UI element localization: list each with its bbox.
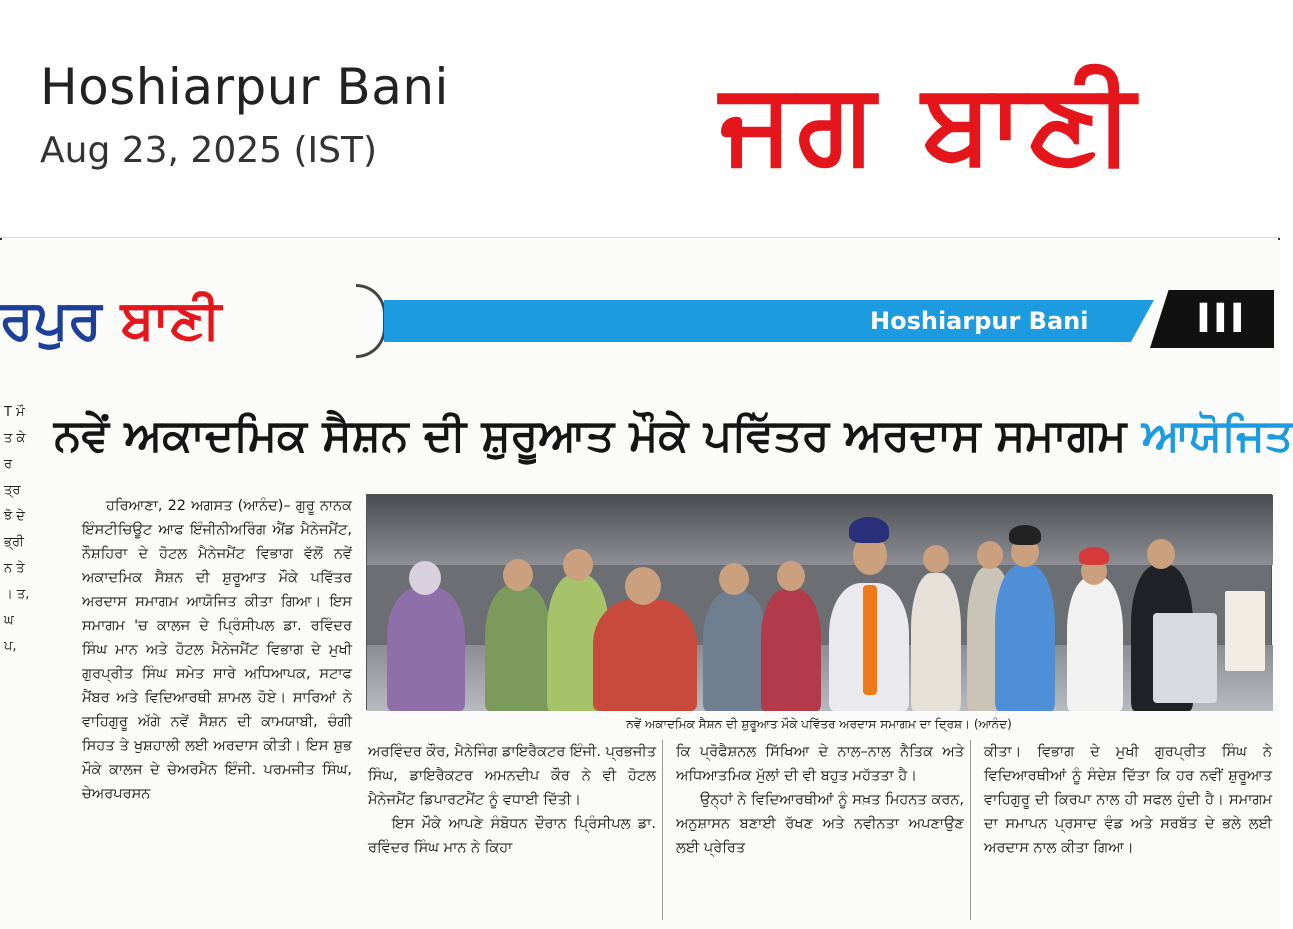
photo-head [923, 545, 949, 573]
photo-person [761, 589, 821, 711]
edition-date: Aug 23, 2025 (IST) [40, 130, 378, 171]
photo-head [777, 561, 805, 591]
photo-head [503, 559, 533, 591]
headline-accent: ਆਯੋਜਿਤ [1141, 410, 1293, 461]
section-logo-right: ਬਾਣੀ [120, 288, 222, 351]
article-paragraph: ਅਰਵਿੰਦਰ ਕੌਰ, ਮੈਨੇਜਿੰਗ ਡਾਇਰੈਕਟਰ ਇੰਜੀ. ਪ੍ਰਭਜੀਤ ਸਿੰਘ, ਡਾਇਰੈਕਟਰ ਅਮਨਦੀਪ ਕੌਰ ਨੇ ਵੀ ਹੋਟਲ ਮੈਨੇਜਮੈਂਟ ਡਿਪਾਰਟਮੈਂਟ ਨੂੰ ਵਧਾਈ ਦਿੱਤੀ। [368, 744, 656, 808]
photo-head [625, 567, 661, 605]
photo-person [387, 587, 465, 711]
photo-head [563, 549, 593, 581]
article-paragraph: ਇਸ ਮੌਕੇ ਆਪਣੇ ਸੰਬੋਧਨ ਦੌਰਾਨ ਪ੍ਰਿੰਸੀਪਲ ਡਾ. ਰਵਿੰਦਰ ਸਿੰਘ ਮਾਨ ਨੇ ਕਿਹਾ [368, 816, 656, 856]
column-rule [970, 740, 971, 920]
photo-turban [1079, 547, 1109, 565]
photo-caption: ਨਵੇਂ ਅਕਾਦਮਿਕ ਸੈਸ਼ਨ ਦੀ ਸ਼ੁਰੂਆਤ ਮੌਕੇ ਪਵਿੱਤਰ ਅਰਦਾਸ ਸਮਾਗਮ ਦਾ ਦ੍ਰਿਸ਼। (ਆਨੰਦ) [626, 717, 1012, 731]
adjacent-column-fragment: T ਮੌ ਤ ਕੇ ਰ ਤ੍ਰ ਝੋ ਦੇ ਭ੍ਰੀ ਨ ਤੇ । ਤ, ਘ ਪ, [4, 405, 30, 654]
article-photo [366, 494, 1272, 710]
masthead-logo: ਜਗ ਬਾਣੀ [720, 58, 1139, 188]
photo-artwork [1153, 613, 1217, 703]
photo-turban [1009, 525, 1041, 545]
headline-main: ਨਵੇਂ ਅਕਾਦਮਿਕ ਸੈਸ਼ਨ ਦੀ ਸ਼ੁਰੂਆਤ ਮੌਕੇ ਪਵਿੱਤਰ ਅਰਦਾਸ ਸਮਾਗਮ [54, 410, 1127, 461]
section-logo [0, 288, 392, 352]
article-column-1 [82, 494, 352, 924]
article-paragraph: ਉਨ੍ਹਾਂ ਨੇ ਵਿਦਿਆਰਥੀਆਂ ਨੂੰ ਸਖ਼ਤ ਮਿਹਨਤ ਕਰਨ, ਅਨੁਸ਼ਾਸਨ ਬਣਾਈ ਰੱਖਣ ਅਤੇ ਨਵੀਨਤਾ ਅਪਣਾਉਣ ਲਈ ਪ੍ਰੇਰਿਤ [676, 792, 964, 856]
article-column-2 [368, 740, 656, 926]
article-paragraph: ਕੀਤਾ। ਵਿਭਾਗ ਦੇ ਮੁਖੀ ਗੁਰਪ੍ਰੀਤ ਸਿੰਘ ਨੇ ਵਿਦਿਆਰਥੀਆਂ ਨੂੰ ਸੰਦੇਸ਼ ਦਿੱਤਾ ਕਿ ਹਰ ਨਵੀਂ ਸ਼ੁਰੂਆਤ ਵਾਹਿਗੁਰੂ ਦੀ ਕਿਰਪਾ ਨਾਲ ਹੀ ਸਫਲ ਹੁੰਦੀ ਹੈ। ਸਮਾਗਮ ਦਾ ਸਮਾਪਨ ਪ੍ਰਸਾਦ ਵੰਡ ਅਤੇ ਸਰਬੱਤ ਦੇ ਭਲੇ ਲਈ ਅਰਦਾਸ ਨਾਲ ਕੀਤਾ ਗਿਆ। [984, 744, 1272, 856]
column-rule [662, 740, 663, 920]
article-paragraph: ਕਿ ਪ੍ਰੋਫੈਸ਼ਨਲ ਸਿੱਖਿਆ ਦੇ ਨਾਲ–ਨਾਲ ਨੈਤਿਕ ਅਤੇ ਅਧਿਆਤਮਿਕ ਮੁੱਲਾਂ ਦੀ ਵੀ ਬਹੁਤ ਮਹੱਤਤਾ ਹੈ। [676, 744, 964, 784]
band-label: Hoshiarpur Bani [870, 307, 1089, 335]
section-band [0, 288, 1280, 352]
photo-person [593, 599, 697, 711]
section-logo-left: ਰਪੁਰ [0, 288, 102, 351]
photo-person [703, 591, 767, 711]
photo-head [977, 541, 1003, 569]
photo-person [1067, 577, 1123, 711]
photo-turban [849, 517, 889, 543]
article-headline [54, 400, 1293, 472]
photo-person [911, 573, 961, 711]
photo-person [995, 565, 1055, 711]
article-paragraph: ਹਰਿਆਣਾ, 22 ਅਗਸਤ (ਆਨੰਦ)– ਗੁਰੂ ਨਾਨਕ ਇੰਸਟੀਚਿਊਟ ਆਫ ਇੰਜੀਨੀਅਰਿੰਗ ਐਂਡ ਮੈਨੇਜਮੈਂਟ, ਨੌਸ਼ਹਿਰਾ ਦੇ ਹੋਟਲ ਮੈਨੇਜਮੈਂਟ ਵਿਭਾਗ ਵੱਲੋਂ ਨਵੇਂ ਅਕਾਦਮਿਕ ਸੈਸ਼ਨ ਦੀ ਸ਼ੁਰੂਆਤ ਮੌਕੇ ਪਵਿੱਤਰ ਅਰਦਾਸ ਸਮਾਗਮ ਆਯੋਜਿਤ ਕੀਤਾ ਗਿਆ। ਇਸ ਸਮਾਗਮ 'ਚ ਕਾਲਜ ਦੇ ਪ੍ਰਿੰਸੀਪਲ ਡਾ. ਰਵਿੰਦਰ ਸਿੰਘ ਮਾਨ ਅਤੇ ਹੋਟਲ ਮੈਨੇਜਮੈਂਟ ਵਿਭਾਗ ਦੇ ਮੁਖੀ ਗੁਰਪ੍ਰੀਤ ਸਿੰਘ ਸਮੇਤ ਸਾਰੇ ਅਧਿਆਪਕ, ਸਟਾਫ ਮੈਂਬਰ ਅਤੇ ਵਿਦਿਆਰਥੀ ਸ਼ਾਮਲ ਹੋਏ। ਸਾਰਿਆਂ ਨੇ ਵਾਹਿਗੁਰੂ ਅੱਗੇ ਨਵੇਂ ਸੈਸ਼ਨ ਦੀ ਕਾਮਯਾਬੀ, ਚੰਗੀ ਸਿਹਤ ਤੇ ਖੁਸ਼ਹਾਲੀ ਲਈ ਅਰਦਾਸ ਕੀਤੀ। ਇਸ ਸ਼ੁਭ ਮੌਕੇ ਕਾਲਜ ਦੇ ਚੇਅਰਮੈਨ ਇੰਜੀ. ਪਰਮਜੀਤ ਸਿੰਘ, ਚੇਅਰਪਰਸਨ [82, 498, 352, 802]
edition-header [0, 0, 1280, 238]
photo-head [1147, 539, 1175, 569]
photo-sash [863, 585, 877, 695]
article-column-4 [984, 740, 1272, 926]
edition-name: Hoshiarpur Bani [40, 58, 449, 116]
photo-head [719, 563, 749, 595]
photo-person [485, 585, 551, 711]
newspaper-page [0, 240, 1293, 929]
photo-frame [1225, 591, 1265, 671]
photo-head [409, 561, 441, 595]
band-mark: III [1196, 296, 1247, 342]
photo-ceiling [367, 495, 1273, 565]
article-column-3 [676, 740, 964, 926]
